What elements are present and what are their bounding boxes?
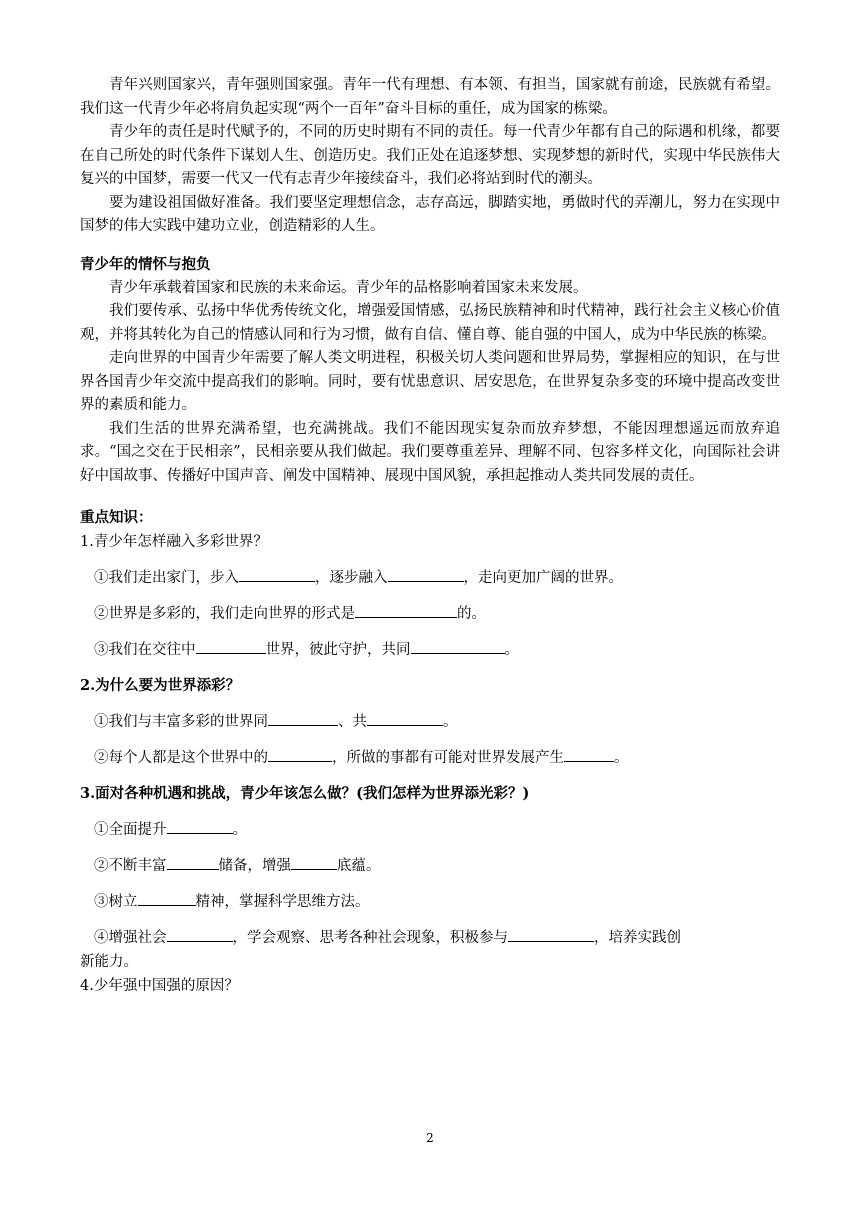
question-4: 4.少年强中国强的原因？ [80, 978, 239, 994]
text: ①我们走出家门，步入 [94, 570, 239, 586]
q3-item-3 [80, 890, 780, 914]
question-1: 1.青少年怎样融入多彩世界？ [80, 534, 268, 550]
q1-item-3 [80, 638, 780, 662]
text: ，所做的事都有可能对世界发展产生 [332, 750, 564, 766]
document-body [80, 74, 780, 998]
answer-blank[interactable] [167, 819, 233, 834]
page-number: 2 [426, 1131, 434, 1145]
text: 。 [232, 822, 247, 838]
text: ②世界是多彩的，我们走向世界的形式是 [94, 606, 355, 622]
text: ，学会观察、思考各种社会现象，积极参与 [232, 930, 508, 946]
answer-blank[interactable] [138, 891, 196, 906]
q1-item-1 [80, 566, 780, 590]
text: ，走向更加广阔的世界。 [463, 570, 623, 586]
q1-item-2 [80, 602, 780, 626]
text: 储备，增强 [218, 858, 291, 874]
text: 。 [614, 750, 629, 766]
answer-blank[interactable] [268, 711, 338, 726]
text: 、共 [338, 714, 367, 730]
answer-blank[interactable] [291, 855, 337, 870]
q2-item-1 [80, 710, 780, 734]
section-paragraph-1: 青少年承载着国家和民族的未来命运。青少年的品格影响着国家未来发展。 [109, 279, 588, 296]
text: ，逐步融入 [315, 570, 388, 586]
text: ③树立 [94, 894, 138, 910]
text: 世界，彼此守护，共同 [265, 642, 411, 658]
answer-blank[interactable] [508, 927, 594, 942]
text: ③我们在交往中 [94, 642, 196, 658]
answer-blank[interactable] [268, 747, 332, 762]
text: 精神，掌握科学思维方法。 [195, 894, 370, 910]
answer-blank[interactable] [167, 855, 219, 870]
text: ①全面提升 [94, 822, 167, 838]
q3-item-1 [80, 818, 780, 842]
section-paragraph-2: 我们要传承、弘扬中华优秀传统文化，增强爱国情感，弘扬民族精神和时代精神，践行社会主义核心价值观，并将其转化为自己的情感认同和行为习惯，做有自信、懂自尊、能自强的中国人，成为中华民族的栋梁。 [80, 303, 780, 343]
answer-blank[interactable] [196, 639, 266, 654]
answer-blank[interactable] [239, 567, 315, 582]
section-paragraph-4: 我们生活的世界充满希望，也充满挑战。我们不能因现实复杂而放弃梦想，不能因理想遥远而放弃追求。“国之交在于民相亲”，民相亲要从我们做起。我们要尊重差异、理解不同、包容多样文化，向国际社会讲好中国故事、传播好中国声音、阐发中国精神、展现中国风貌，承担起推动人类共同发展的责任。 [80, 420, 780, 484]
q3-item-4-continued: 新能力。 [80, 954, 138, 970]
text: 。 [443, 714, 458, 730]
answer-blank[interactable] [355, 603, 457, 618]
q3-item-4 [80, 926, 780, 950]
q3-item-2 [80, 854, 780, 878]
section-paragraph-3: 走向世界的中国青少年需要了解人类文明进程，积极关切人类问题和世界局势，掌握相应的知识，在与世界各国青少年交流中提高我们的影响。同时，要有忧患意识、居安思危，在世界复杂多变的环境中提高改变世界的素质和能力。 [80, 350, 780, 413]
key-points-heading: 重点知识： [80, 509, 153, 526]
text: ②不断丰富 [94, 858, 167, 874]
intro-paragraph-3: 要为建设祖国做好准备。我们要坚定理想信念，志存高远，脚踏实地，勇做时代的弄潮儿，努力在实现中国梦的伟大实践中建功立业，创造精彩的人生。 [80, 194, 780, 234]
text: ②每个人都是这个世界中的 [94, 750, 268, 766]
answer-blank[interactable] [388, 567, 464, 582]
question-3: 3.面对各种机遇和挑战，青少年该怎么做？(我们怎样为世界添光彩？) [80, 785, 530, 802]
text: ④增强社会 [94, 930, 167, 946]
intro-paragraph-1: 青年兴则国家兴，青年强则国家强。青年一代有理想、有本领、有担当，国家就有前途，民族就有希望。我们这一代青少年必将肩负起实现“两个一百年”奋斗目标的重任，成为国家的栋梁。 [80, 77, 780, 117]
answer-blank[interactable] [167, 927, 233, 942]
intro-paragraph-2: 青少年的责任是时代赋予的，不同的历史时期有不同的责任。每一代青少年都有自己的际遇和机缘，都要在自己所处的时代条件下谋划人生、创造历史。我们正处在追逐梦想、实现梦想的新时代，实现中华民族伟大复兴的中国梦，需要一代又一代有志青少年接续奋斗，我们必将站到时代的潮头。 [80, 124, 780, 187]
answer-blank[interactable] [411, 639, 505, 654]
text: 的。 [457, 606, 486, 622]
text: 。 [504, 642, 519, 658]
text: ，培养实践创 [594, 930, 681, 946]
answer-blank[interactable] [367, 711, 443, 726]
answer-blank[interactable] [564, 747, 614, 762]
section-heading: 青少年的情怀与抱负 [80, 255, 211, 273]
text: 底蕴。 [337, 858, 381, 874]
text: ①我们与丰富多彩的世界同 [94, 714, 268, 730]
question-2: 2.为什么要为世界添彩？ [80, 677, 241, 694]
q2-item-2 [80, 746, 780, 770]
